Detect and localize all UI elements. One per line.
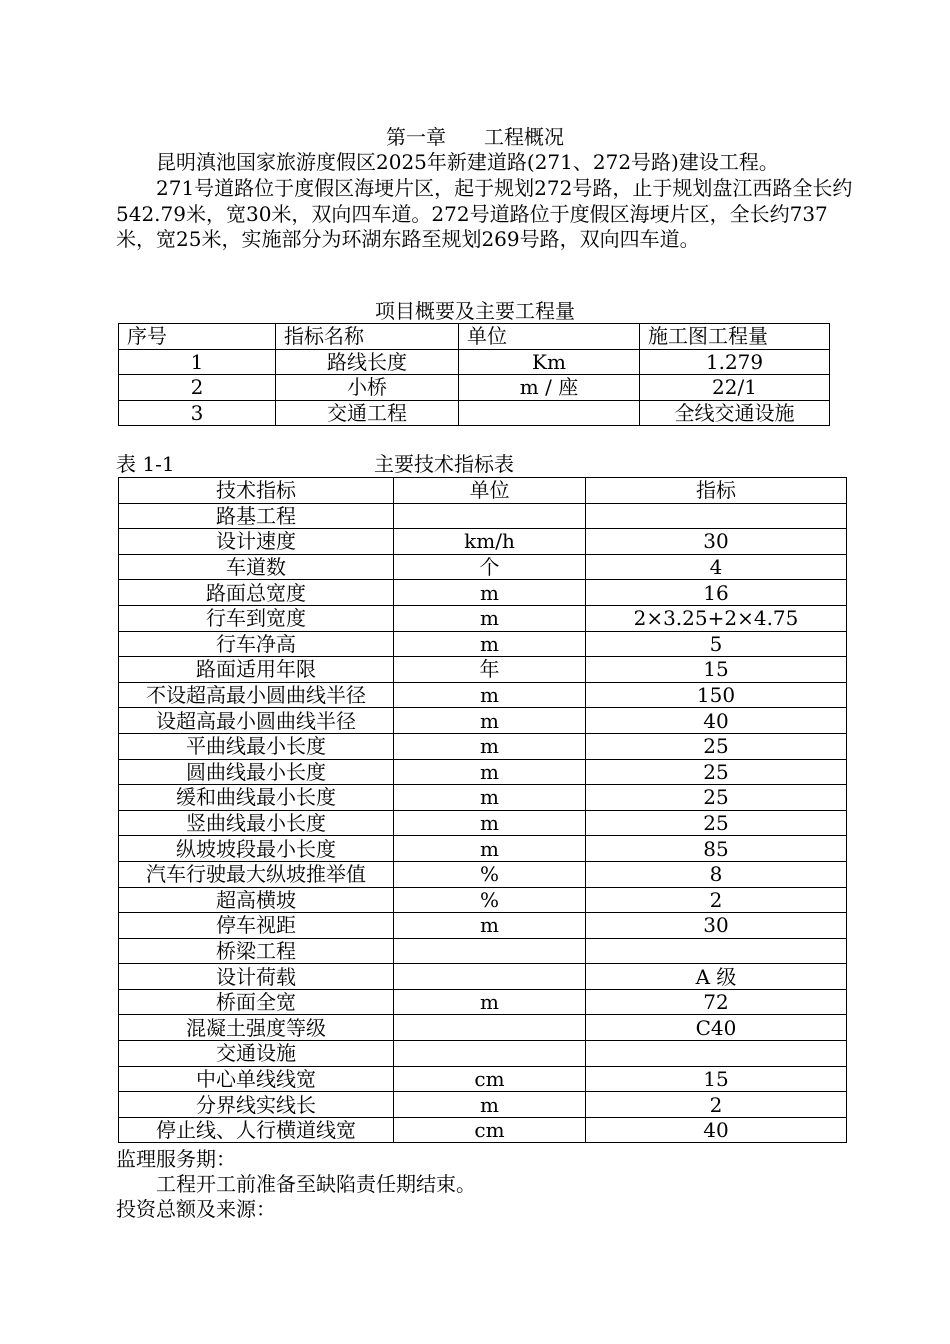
- table-cell: 30: [586, 529, 847, 555]
- table-cell: 1: [119, 349, 276, 375]
- table-cell: 路基工程: [119, 503, 394, 529]
- table-cell: 2: [119, 375, 276, 401]
- table-row: [119, 682, 847, 708]
- table-cell: 85: [586, 836, 847, 862]
- table-cell: 路面总宽度: [119, 580, 394, 606]
- tech-table-title: 主要技术指标表: [374, 452, 514, 476]
- table-row: [119, 733, 847, 759]
- intro-paragraph: 昆明滇池国家旅游度假区2025年新建道路(271、272号路)建设工程。: [156, 150, 779, 174]
- table-cell: m: [394, 913, 586, 939]
- table-cell: 150: [586, 682, 847, 708]
- table-cell: [394, 1041, 586, 1067]
- table-cell: [586, 503, 847, 529]
- table-cell: 不设超高最小圆曲线半径: [119, 682, 394, 708]
- table-cell: 30: [586, 913, 847, 939]
- table-row: [119, 503, 847, 529]
- table-cell: 2×3.25+2×4.75: [586, 605, 847, 631]
- table-cell: 缓和曲线最小长度: [119, 785, 394, 811]
- table-cell: 全线交通设施: [640, 400, 830, 426]
- table-cell: 2: [586, 887, 847, 913]
- service-period-label: 监理服务期：: [116, 1147, 236, 1171]
- table-cell: 25: [586, 759, 847, 785]
- table-cell: 路面适用年限: [119, 657, 394, 683]
- table-cell: 停止线、人行横道线宽: [119, 1117, 394, 1143]
- tech-table-label: 表 1-1: [116, 452, 175, 476]
- table-cell: C40: [586, 1015, 847, 1041]
- table-row: [119, 861, 847, 887]
- table-row: [119, 810, 847, 836]
- table-header-row: [119, 324, 830, 350]
- table-cell: 40: [586, 1117, 847, 1143]
- table-cell: 个: [394, 554, 586, 580]
- table-row: [119, 529, 847, 555]
- table-cell: 纵坡坡段最小长度: [119, 836, 394, 862]
- table-cell: 15: [586, 657, 847, 683]
- table-cell: 行车到宽度: [119, 605, 394, 631]
- table-cell: 分界线实线长: [119, 1092, 394, 1118]
- table-row: [119, 1066, 847, 1092]
- table-header-row: [119, 478, 847, 504]
- table-cell: 5: [586, 631, 847, 657]
- table-row: [119, 1041, 847, 1067]
- header-cell: 指标: [586, 478, 847, 504]
- table-cell: 路线长度: [276, 349, 459, 375]
- table-row: [119, 913, 847, 939]
- service-period-text: 工程开工前准备至缺陷责任期结束。: [156, 1172, 476, 1196]
- table-row: [119, 580, 847, 606]
- table-cell: 汽车行驶最大纵坡推举值: [119, 861, 394, 887]
- investment-label: 投资总额及来源：: [116, 1197, 276, 1221]
- table-cell: %: [394, 861, 586, 887]
- table-cell: m: [394, 682, 586, 708]
- table-row: [119, 375, 830, 401]
- overview-table: [118, 323, 830, 426]
- overview-table-caption: 项目概要及主要工程量: [375, 299, 575, 323]
- table-cell: [394, 964, 586, 990]
- table-cell: [394, 1015, 586, 1041]
- header-cell: 施工图工程量: [640, 324, 830, 350]
- table-row: [119, 554, 847, 580]
- table-cell: [459, 400, 640, 426]
- table-cell: 混凝土强度等级: [119, 1015, 394, 1041]
- table-cell: 1.279: [640, 349, 830, 375]
- table-cell: 行车净高: [119, 631, 394, 657]
- table-row: [119, 836, 847, 862]
- header-cell: 技术指标: [119, 478, 394, 504]
- table-row: [119, 349, 830, 375]
- chapter-name: 工程概况: [484, 125, 564, 149]
- table-cell: %: [394, 887, 586, 913]
- table-row: [119, 631, 847, 657]
- chapter-title: [0, 124, 950, 150]
- table-cell: 圆曲线最小长度: [119, 759, 394, 785]
- table-cell: [394, 503, 586, 529]
- table-cell: m: [394, 605, 586, 631]
- chapter-number: 第一章: [386, 125, 446, 149]
- table-cell: 15: [586, 1066, 847, 1092]
- table-cell: 16: [586, 580, 847, 606]
- table-cell: m: [394, 810, 586, 836]
- table-row: [119, 708, 847, 734]
- table-row: [119, 1015, 847, 1041]
- table-cell: km/h: [394, 529, 586, 555]
- table-row: [119, 785, 847, 811]
- table-cell: 中心单线线宽: [119, 1066, 394, 1092]
- table-row: [119, 605, 847, 631]
- table-cell: 交通设施: [119, 1041, 394, 1067]
- header-cell: 单位: [394, 478, 586, 504]
- table-cell: 平曲线最小长度: [119, 733, 394, 759]
- table-cell: [394, 938, 586, 964]
- table-cell: m: [394, 989, 586, 1015]
- table-cell: 竖曲线最小长度: [119, 810, 394, 836]
- table-cell: [586, 1041, 847, 1067]
- table-cell: 25: [586, 810, 847, 836]
- tech-table: [118, 477, 847, 1143]
- table-cell: 22/1: [640, 375, 830, 401]
- table-cell: 设计荷载: [119, 964, 394, 990]
- table-cell: 25: [586, 785, 847, 811]
- table-cell: m: [394, 785, 586, 811]
- header-cell: 指标名称: [276, 324, 459, 350]
- table-row: [119, 400, 830, 426]
- table-cell: m: [394, 580, 586, 606]
- table-cell: 设超高最小圆曲线半径: [119, 708, 394, 734]
- table-cell: 交通工程: [276, 400, 459, 426]
- header-cell: 序号: [119, 324, 276, 350]
- table-cell: 桥梁工程: [119, 938, 394, 964]
- table-cell: 4: [586, 554, 847, 580]
- table-cell: [586, 938, 847, 964]
- table-cell: Km: [459, 349, 640, 375]
- table-cell: m: [394, 631, 586, 657]
- table-cell: 25: [586, 733, 847, 759]
- table-cell: m: [394, 708, 586, 734]
- table-cell: m: [394, 1092, 586, 1118]
- road-description-paragraph: 271号道路位于度假区海埂片区，起于规划272号路，止于规划盘江西路全长约542.79米，宽30米，双向四车道。272号道路位于度假区海埂片区，全长约737米，宽25米，实施部分为环湖东路至规划269号路，双向四车道。: [116, 176, 853, 252]
- table-cell: 8: [586, 861, 847, 887]
- table-cell: m: [394, 836, 586, 862]
- table-row: [119, 1092, 847, 1118]
- table-cell: cm: [394, 1117, 586, 1143]
- table-cell: 超高横坡: [119, 887, 394, 913]
- table-cell: 设计速度: [119, 529, 394, 555]
- table-cell: 3: [119, 400, 276, 426]
- header-cell: 单位: [459, 324, 640, 350]
- table-cell: 停车视距: [119, 913, 394, 939]
- table-row: [119, 964, 847, 990]
- table-row: [119, 989, 847, 1015]
- table-cell: A 级: [586, 964, 847, 990]
- table-cell: 桥面全宽: [119, 989, 394, 1015]
- table-row: [119, 657, 847, 683]
- table-cell: m: [394, 733, 586, 759]
- table-cell: cm: [394, 1066, 586, 1092]
- table-cell: 2: [586, 1092, 847, 1118]
- table-cell: m: [394, 759, 586, 785]
- table-cell: 72: [586, 989, 847, 1015]
- table-row: [119, 759, 847, 785]
- table-cell: 40: [586, 708, 847, 734]
- table-cell: 小桥: [276, 375, 459, 401]
- table-row: [119, 887, 847, 913]
- table-cell: 车道数: [119, 554, 394, 580]
- table-cell: 年: [394, 657, 586, 683]
- table-row: [119, 938, 847, 964]
- table-cell: m / 座: [459, 375, 640, 401]
- table-row: [119, 1117, 847, 1143]
